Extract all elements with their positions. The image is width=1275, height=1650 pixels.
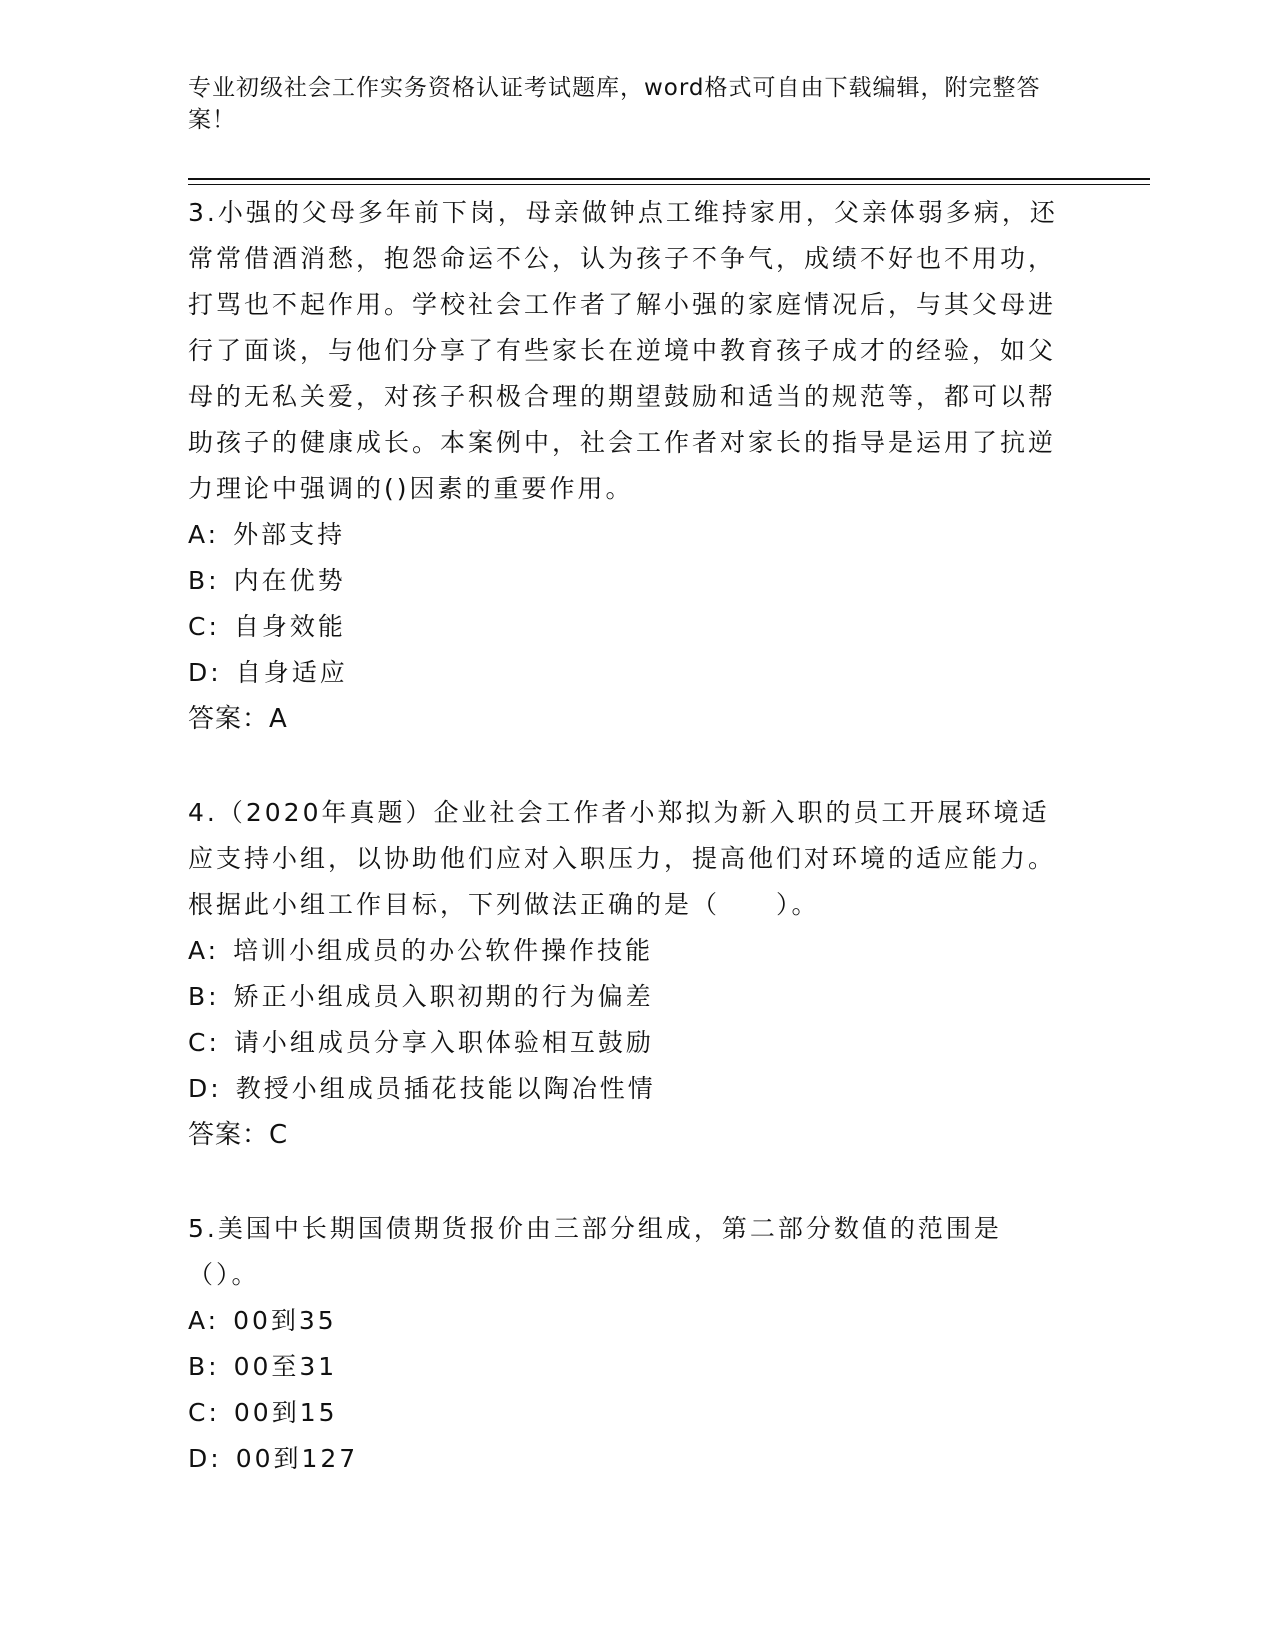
option-text: 教授小组成员插花技能以陶冶性情: [235, 1074, 656, 1103]
option-key: C:: [188, 1398, 220, 1427]
option-d: [188, 1066, 1068, 1112]
answer-line: 答案：C: [188, 1120, 289, 1150]
option-text: 内在优势: [233, 566, 346, 595]
option-text: 矫正小组成员入职初期的行为偏差: [233, 982, 654, 1011]
question-stem: 3.小强的父母多年前下岗，母亲做钟点工维持家用，父亲体弱多病，还常常借酒消愁，抱怨命运不公，认为孩子不争气，成绩不好也不用功，打骂也不起作用。学校社会工作者了解小强的家庭情况后，与其父母进行了面谈，与他们分享了有些家长在逆境中教育孩子成才的经验，如父母的无私关爱，对孩子积极合理的期望鼓励和适当的规范等，都可以帮助孩子的健康成长。本案例中，社会工作者对家长的指导是运用了抗逆力理论中强调的()因素的重要作用。: [188, 198, 1058, 503]
option-text: 00到35: [233, 1306, 337, 1335]
option-key: A:: [188, 1306, 220, 1335]
option-key: C:: [188, 612, 220, 641]
document-header: 专业初级社会工作实务资格认证考试题库，word格式可自由下载编辑，附完整答案！: [188, 75, 1041, 133]
option-d: [188, 650, 1068, 696]
option-b: [188, 558, 1068, 604]
option-b: [188, 1344, 1068, 1390]
option-b: [188, 974, 1068, 1020]
option-a: [188, 928, 1068, 974]
option-key: B:: [188, 1352, 220, 1381]
question-4: [188, 790, 1068, 1158]
option-key: C:: [188, 1028, 220, 1057]
question-stem: 5.美国中长期国债期货报价由三部分组成，第二部分数值的范围是（）。: [188, 1214, 1002, 1289]
answer-line: 答案：A: [188, 704, 288, 734]
option-key: B:: [188, 982, 220, 1011]
option-c: [188, 1390, 1068, 1436]
question-5: [188, 1206, 1068, 1482]
option-key: D:: [188, 658, 222, 687]
option-a: [188, 1298, 1068, 1344]
option-text: 00到127: [235, 1444, 359, 1473]
option-text: 自身适应: [235, 658, 348, 687]
header-divider-thick: [188, 178, 1150, 180]
option-text: 自身效能: [233, 612, 346, 641]
option-c: [188, 604, 1068, 650]
option-key: A:: [188, 936, 220, 965]
option-text: 培训小组成员的办公软件操作技能: [233, 936, 654, 965]
option-a: [188, 512, 1068, 558]
question-list: [188, 190, 1068, 1530]
option-text: 00至31: [233, 1352, 338, 1381]
option-key: B:: [188, 566, 220, 595]
option-text: 00到15: [233, 1398, 338, 1427]
option-key: D:: [188, 1074, 222, 1103]
option-key: A:: [188, 520, 220, 549]
option-c: [188, 1020, 1068, 1066]
option-text: 请小组成员分享入职体验相互鼓励: [233, 1028, 654, 1057]
option-d: [188, 1436, 1068, 1482]
question-stem: 4.（2020年真题）企业社会工作者小郑拟为新入职的员工开展环境适应支持小组，以协助他们应对入职压力，提高他们对环境的适应能力。根据此小组工作目标，下列做法正确的是（ ）。: [188, 798, 1057, 919]
question-3: [188, 190, 1068, 742]
header-divider-thin: [188, 184, 1150, 185]
option-key: D:: [188, 1444, 222, 1473]
option-text: 外部支持: [233, 520, 346, 549]
